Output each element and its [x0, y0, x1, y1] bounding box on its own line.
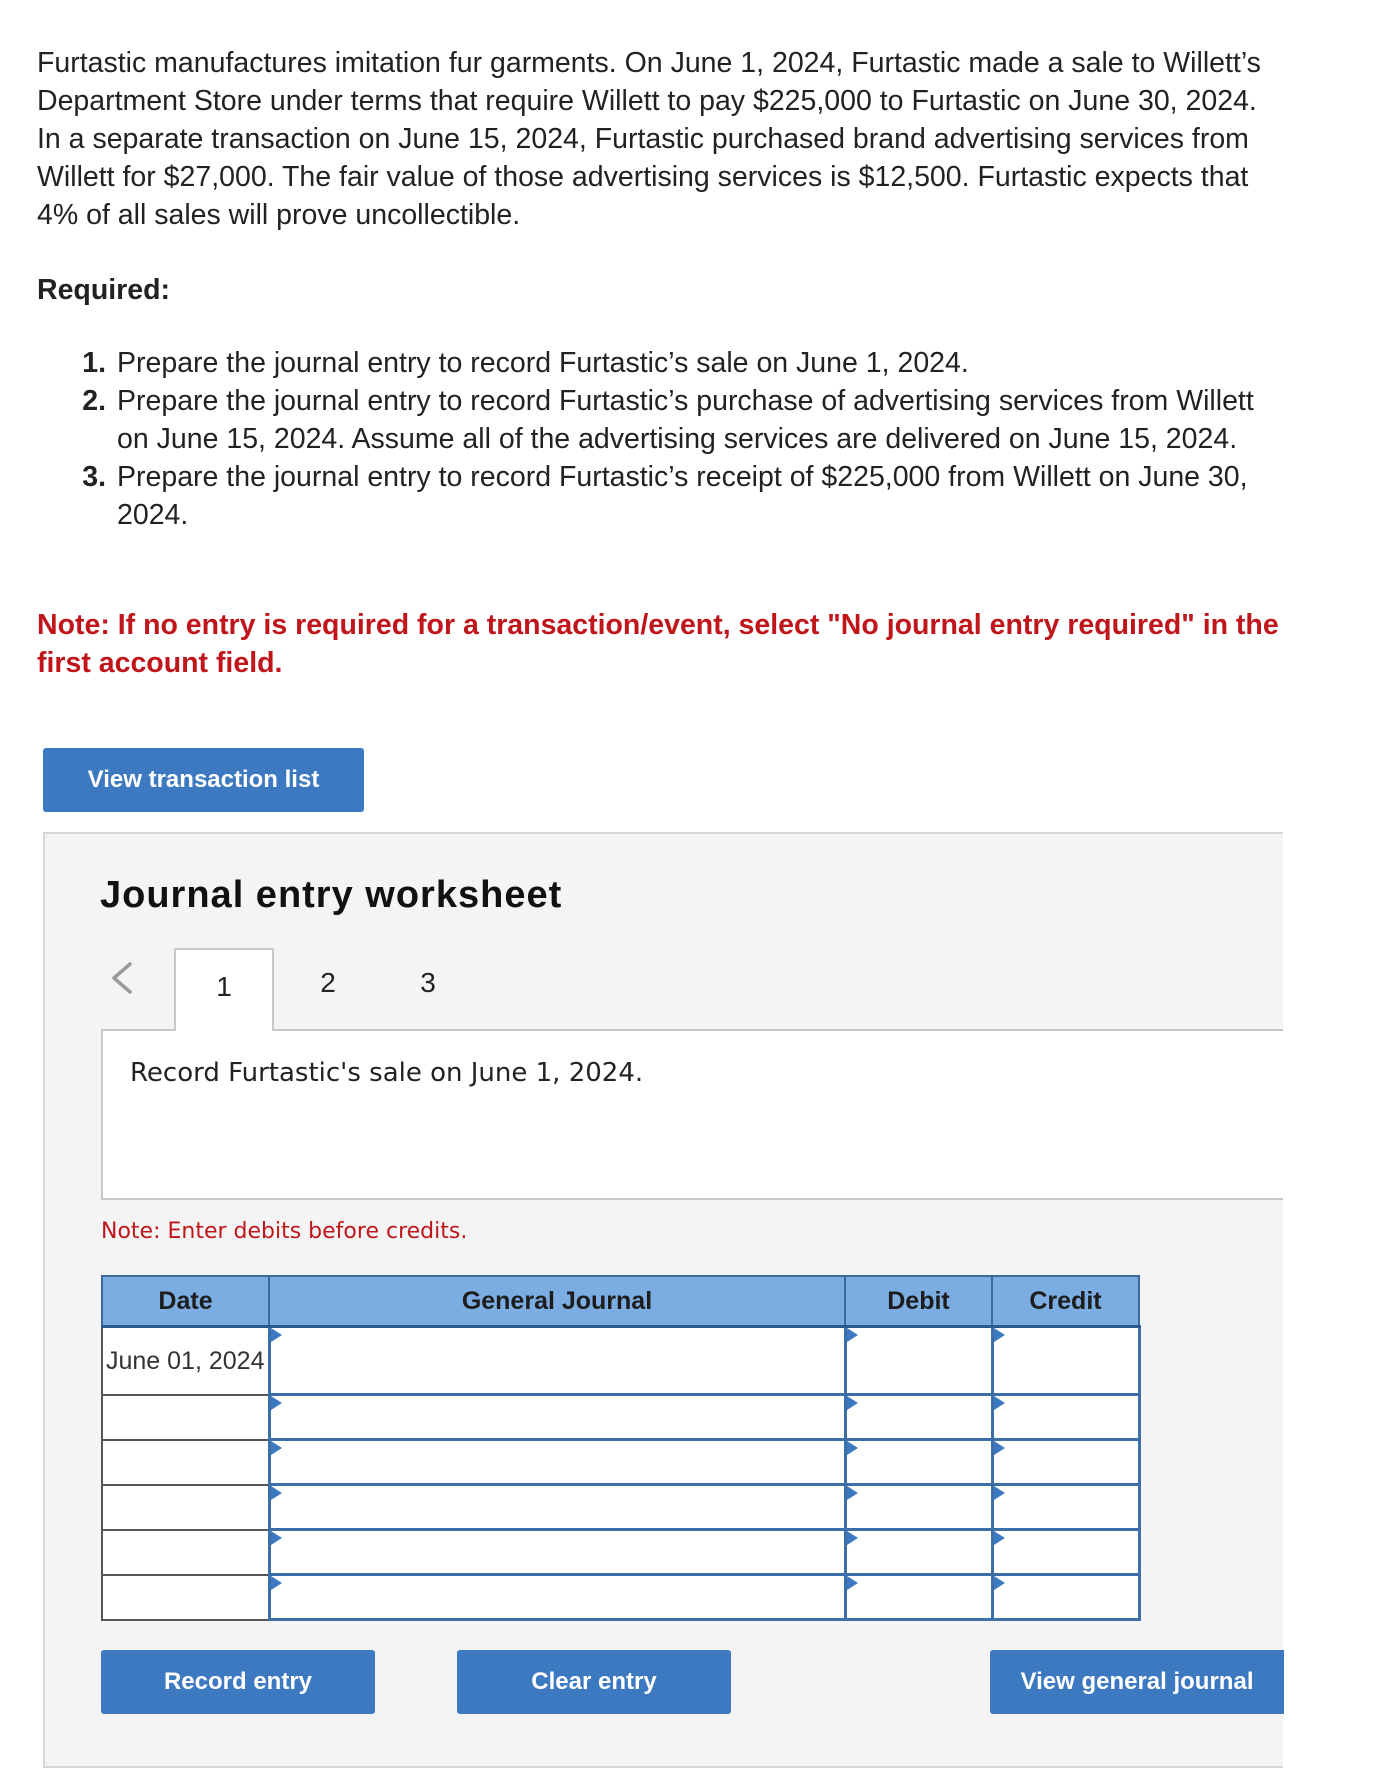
date-cell [102, 1395, 269, 1440]
dropdown-marker-icon [271, 1328, 282, 1342]
table-row [102, 1440, 1139, 1485]
debit-input[interactable] [845, 1575, 992, 1620]
debit-input[interactable] [845, 1327, 992, 1395]
date-column-header: Date [102, 1276, 269, 1327]
table-row [102, 1575, 1139, 1620]
dropdown-marker-icon [847, 1328, 858, 1342]
clear-entry-button[interactable]: Clear entry [457, 1650, 731, 1714]
credit-input[interactable] [992, 1327, 1139, 1395]
general-journal-column-header: General Journal [269, 1276, 845, 1327]
requirement-number: 2. [82, 385, 106, 417]
requirement-text: Prepare the journal entry to record Furtastic’s purchase of advertising services from Willett on June 15, 2024. Assume all of the advertising services are delivered on June 15, 2024. [117, 385, 1254, 455]
account-input[interactable] [269, 1395, 845, 1440]
view-general-journal-button[interactable]: View general journal [990, 1650, 1284, 1714]
credit-input[interactable] [992, 1485, 1139, 1530]
date-cell [102, 1575, 269, 1620]
debit-column-header: Debit [845, 1276, 992, 1327]
transaction-description: Record Furtastic's sale on June 1, 2024. [130, 1058, 644, 1088]
dropdown-marker-icon [994, 1328, 1005, 1342]
date-cell [102, 1530, 269, 1575]
table-header-row [102, 1276, 1139, 1327]
journal-table [101, 1275, 1141, 1621]
account-input[interactable] [269, 1530, 845, 1575]
date-cell [102, 1440, 269, 1485]
debit-input[interactable] [845, 1530, 992, 1575]
dropdown-marker-icon [271, 1531, 282, 1545]
dropdown-marker-icon [271, 1486, 282, 1500]
requirement-number: 1. [82, 347, 106, 379]
account-input[interactable] [269, 1327, 845, 1395]
requirement-item [37, 382, 1277, 458]
transaction-description-box [101, 1029, 1283, 1200]
dropdown-marker-icon [847, 1486, 858, 1500]
table-row [102, 1327, 1139, 1395]
table-row [102, 1395, 1139, 1440]
debit-input[interactable] [845, 1395, 992, 1440]
requirement-number: 3. [82, 461, 106, 493]
table-row [102, 1530, 1139, 1575]
dropdown-marker-icon [994, 1396, 1005, 1410]
credit-column-header: Credit [992, 1276, 1139, 1327]
instruction-note: Note: If no entry is required for a transaction/event, select "No journal entry required" in the first account field. [37, 609, 1279, 679]
tab-1[interactable]: 1 [174, 948, 274, 1031]
dropdown-marker-icon [847, 1396, 858, 1410]
dropdown-marker-icon [271, 1396, 282, 1410]
credit-input[interactable] [992, 1440, 1139, 1485]
requirement-item [37, 458, 1277, 534]
requirements-list [37, 344, 1277, 534]
tab-2[interactable]: 2 [320, 967, 336, 998]
credit-input[interactable] [992, 1530, 1139, 1575]
dropdown-marker-icon [847, 1576, 858, 1590]
required-heading: Required: [37, 274, 171, 306]
account-input[interactable] [269, 1440, 845, 1485]
debits-note: Note: Enter debits before credits. [101, 1219, 468, 1244]
dropdown-marker-icon [271, 1576, 282, 1590]
debit-input[interactable] [845, 1485, 992, 1530]
debit-input[interactable] [845, 1440, 992, 1485]
problem-statement: Furtastic manufactures imitation fur garments. On June 1, 2024, Furtastic made a sale to Willett’s Department Store under terms that require Willett to pay $225,000 to Furtastic on June 30, 2024. In a separate transaction on June 15, 2024, Furtastic purchased brand advertising services from Willett for $27,000. The fair value of those advertising services is $12,500. Furtastic expects that 4% of all sales will prove uncollectible. [37, 47, 1261, 231]
dropdown-marker-icon [994, 1486, 1005, 1500]
dropdown-marker-icon [994, 1531, 1005, 1545]
requirement-item [37, 344, 1277, 382]
dropdown-marker-icon [994, 1441, 1005, 1455]
date-cell: June 01, 2024 [102, 1327, 269, 1395]
view-transaction-list-button[interactable]: View transaction list [43, 748, 364, 812]
date-cell [102, 1485, 269, 1530]
worksheet-title: Journal entry worksheet [100, 874, 563, 916]
requirement-text: Prepare the journal entry to record Furtastic’s sale on June 1, 2024. [117, 347, 969, 379]
dropdown-marker-icon [847, 1441, 858, 1455]
dropdown-marker-icon [994, 1576, 1005, 1590]
dropdown-marker-icon [271, 1441, 282, 1455]
account-input[interactable] [269, 1485, 845, 1530]
credit-input[interactable] [992, 1575, 1139, 1620]
requirement-text: Prepare the journal entry to record Furtastic’s receipt of $225,000 from Willett on June 30, 2024. [117, 461, 1248, 531]
table-row [102, 1485, 1139, 1530]
dropdown-marker-icon [847, 1531, 858, 1545]
account-input[interactable] [269, 1575, 845, 1620]
credit-input[interactable] [992, 1395, 1139, 1440]
tab-3[interactable]: 3 [420, 967, 436, 998]
record-entry-button[interactable]: Record entry [101, 1650, 375, 1714]
chevron-left-icon[interactable] [108, 960, 136, 996]
